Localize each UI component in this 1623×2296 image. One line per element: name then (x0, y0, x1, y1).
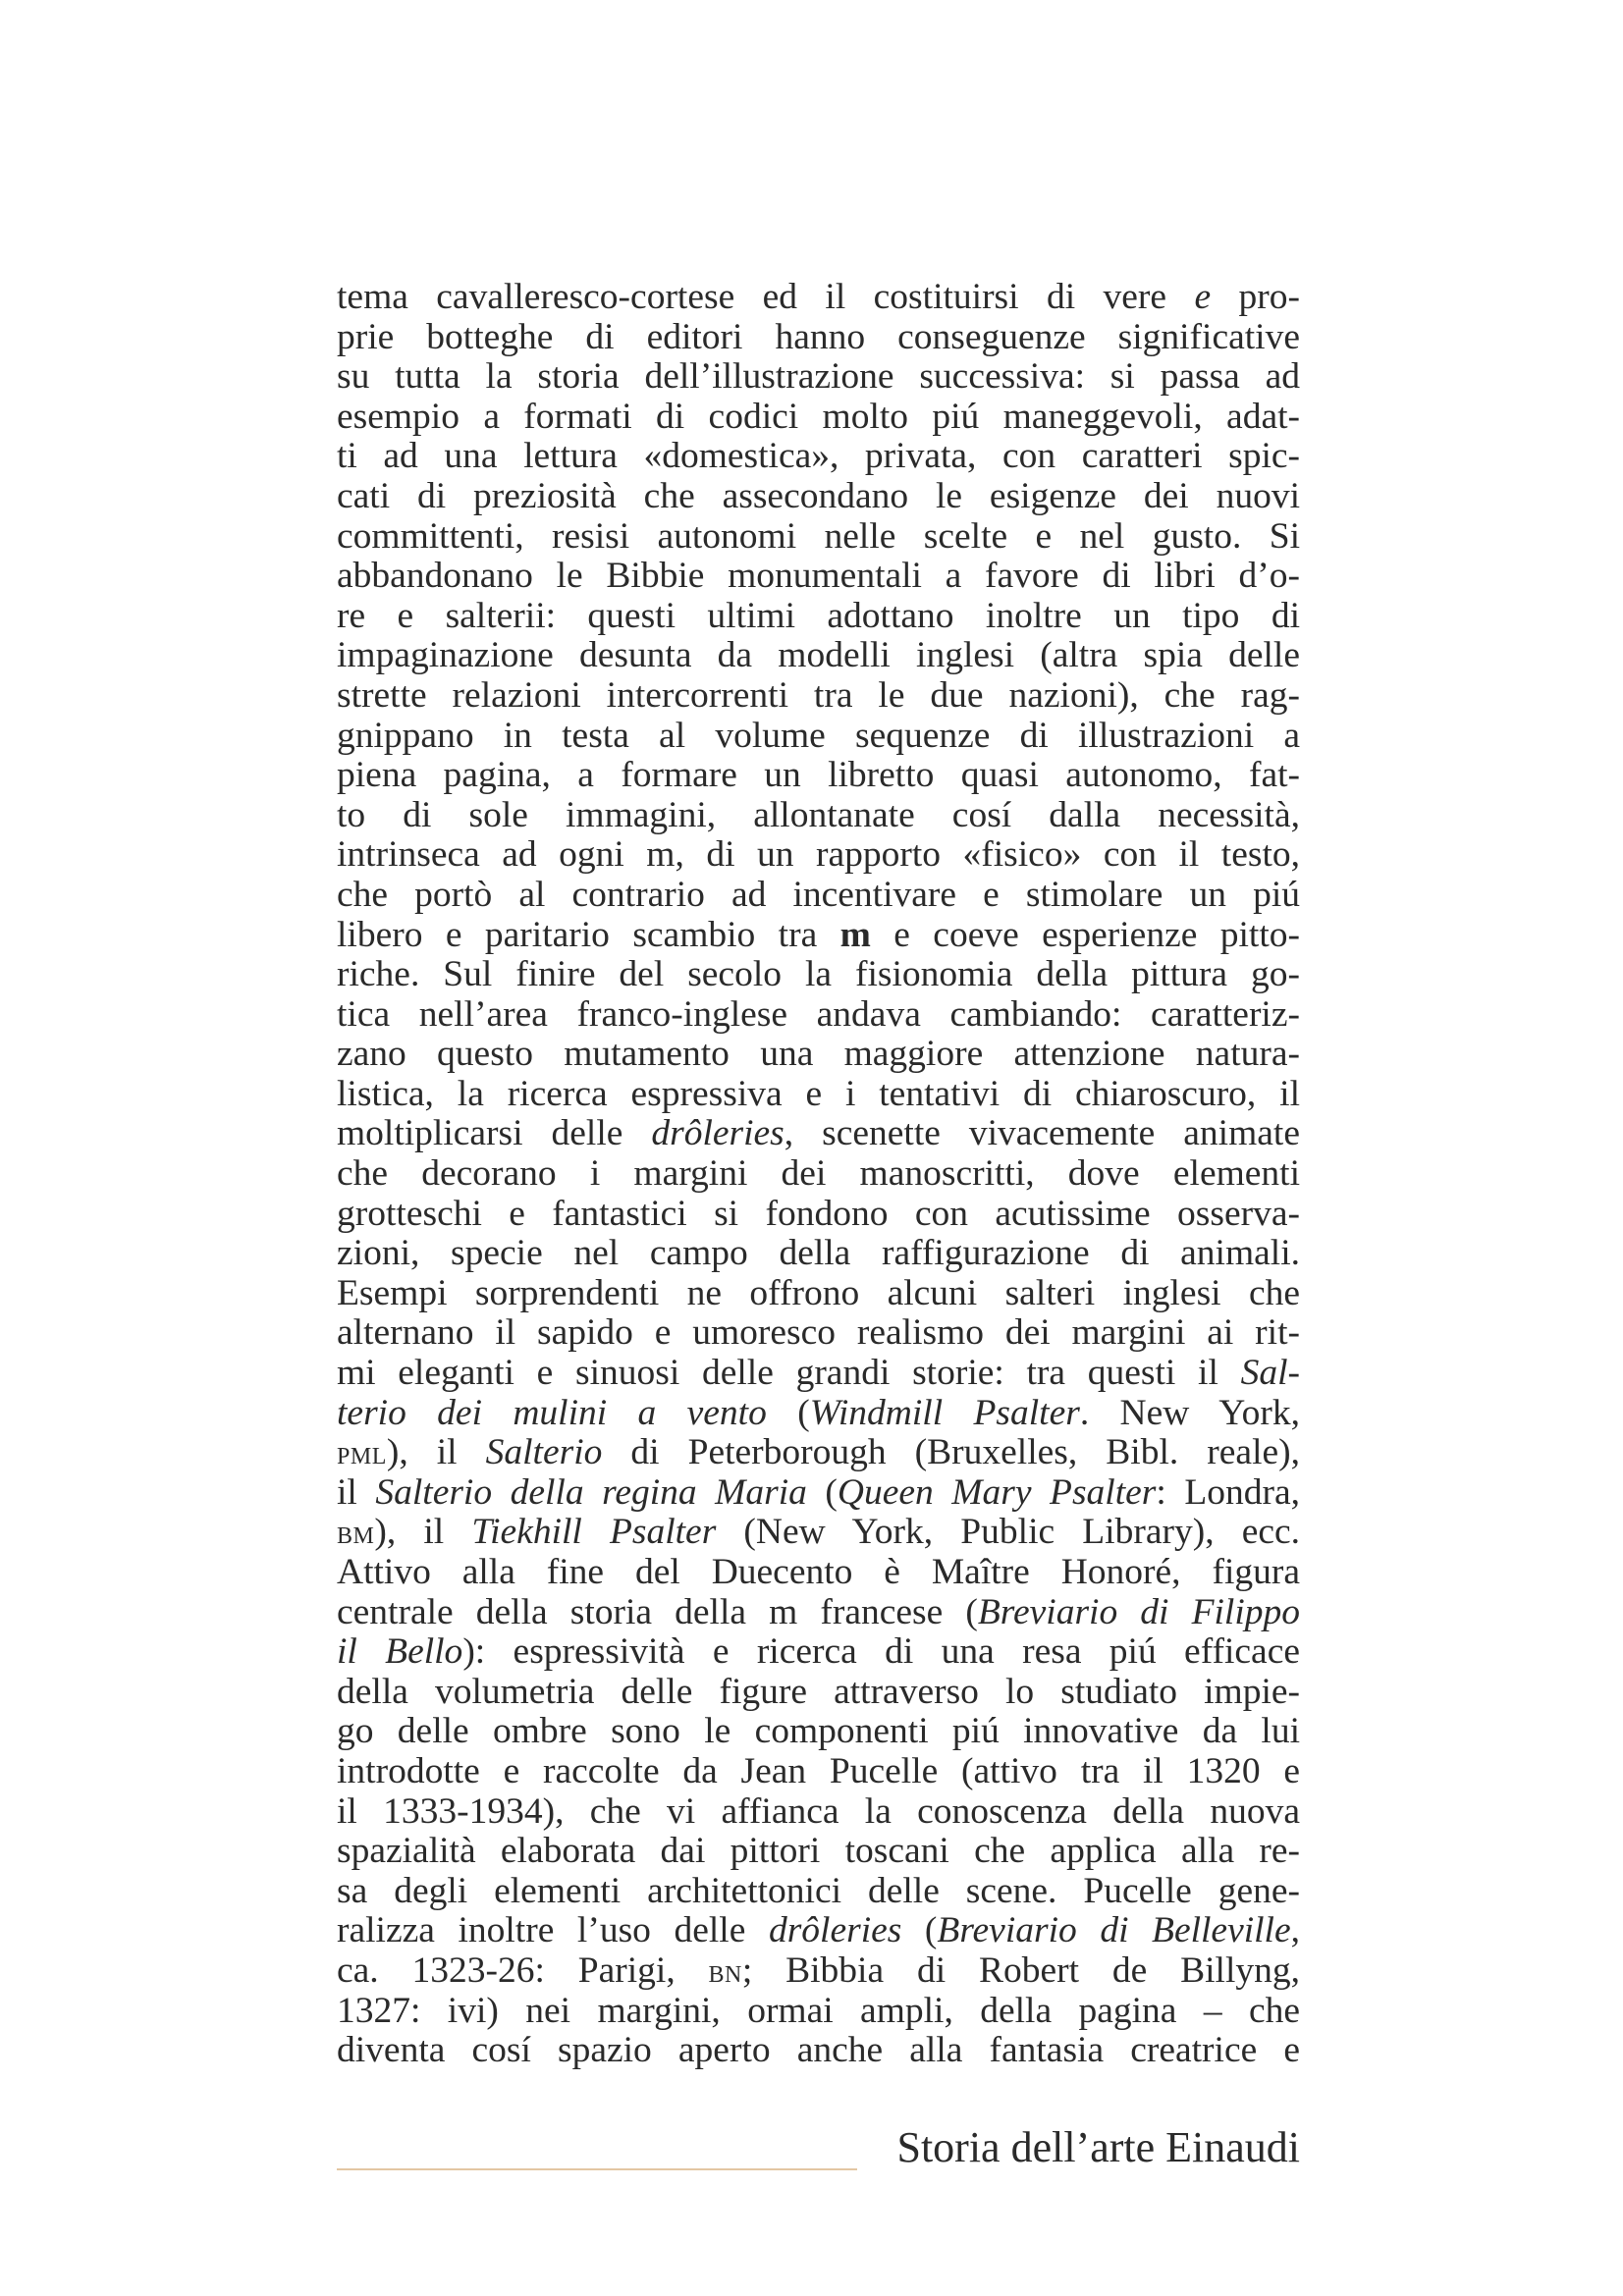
text-run: intrinseca ad ogni m, di un rapporto «fisico» con il testo, (337, 835, 1300, 876)
text-run: tica nell’area franco-inglese andava cambiando: caratteriz- (337, 994, 1300, 1035)
text-line (337, 1473, 1300, 1514)
text-run: ralizza inoltre l’uso delle (337, 1911, 769, 1951)
text-run: grotteschi e fantastici si fondono con acutissime osserva- (337, 1194, 1300, 1234)
text-line (337, 318, 1300, 358)
text-line (337, 477, 1300, 517)
text-run: tema cavalleresco-cortese ed il costituirsi di vere (337, 278, 1195, 317)
italic-text: Breviario di Belleville (937, 1911, 1291, 1951)
small-caps-text: bn (708, 1951, 742, 1990)
text-run: di Peterborough (Bruxelles, Bibl. reale), (602, 1433, 1300, 1473)
italic-text: drôleries (651, 1114, 784, 1154)
text-run: il (337, 1472, 376, 1513)
text-run: diventa cosí spazio aperto anche alla fantasia creatrice e (337, 2031, 1300, 2071)
text-line (337, 955, 1300, 995)
text-run: 1327: ivi) nei margini, ormai ampli, della pagina – che (337, 1991, 1300, 2031)
text-line (337, 517, 1300, 558)
text-run: , scenette vivacemente animate (784, 1114, 1300, 1154)
italic-text: Queen Mary Psalter (837, 1472, 1157, 1513)
text-run: riche. Sul finire del secolo la fisionomia della pittura go- (337, 955, 1300, 995)
text-run: listica, la ricerca espressiva e i tentativi di chiaroscuro, il (337, 1074, 1300, 1114)
text-line (337, 1313, 1300, 1354)
text-line (337, 1752, 1300, 1792)
text-run: abbandonano le Bibbie monumentali a favore di libri d’o- (337, 557, 1300, 597)
text-run: spazialità elaborata dai pittori toscani che applica alla re- (337, 1832, 1300, 1872)
text-run: ): espressività e ricerca di una resa piú efficace (462, 1632, 1300, 1673)
text-line (337, 357, 1300, 398)
text-run: che portò al contrario ad incentivare e stimolare un piú (337, 875, 1300, 915)
text-run: il 1333-1934), che vi affianca la conoscenza della nuova (337, 1791, 1300, 1832)
italic-text: Windmill Psalter (809, 1393, 1080, 1433)
footer-rule (337, 2168, 857, 2170)
text-line (337, 557, 1300, 597)
small-caps-text: bm (337, 1514, 375, 1552)
text-run: mi eleganti e sinuosi delle grandi storie: tra questi il (337, 1354, 1241, 1394)
text-line (337, 1354, 1300, 1394)
text-run: go delle ombre sono le componenti piú innovative da lui (337, 1712, 1300, 1752)
text-line (337, 1075, 1300, 1115)
text-run: ; Bibbia di Robert de Billyng, (741, 1950, 1300, 1991)
page-footer (337, 2120, 1300, 2175)
text-line (337, 717, 1300, 757)
text-run: moltiplicarsi delle (337, 1114, 652, 1154)
italic-text: Salterio della regina Maria (375, 1472, 807, 1513)
text-run: Attivo alla fine del Duecento è Maître Honoré, figura (337, 1553, 1300, 1592)
text-run: alternano il sapido e umoresco realismo dei margini ai rit- (337, 1313, 1300, 1354)
body-text (337, 278, 1300, 2071)
text-run: piena pagina, a formare un libretto quasi autonomo, fat- (337, 756, 1300, 796)
text-line (337, 398, 1300, 438)
text-line (337, 1951, 1300, 1992)
text-run: libero e paritario scambio tra (337, 915, 840, 955)
text-line (337, 1872, 1300, 1912)
text-run: zano questo mutamento una maggiore attenzione natura- (337, 1035, 1300, 1075)
text-run: ( (901, 1911, 938, 1951)
text-run: ( (806, 1472, 838, 1513)
text-run: committenti, resisi autonomi nelle scelte e nel gusto. Si (337, 516, 1300, 557)
text-line (337, 597, 1300, 637)
text-line (337, 1673, 1300, 1713)
small-caps-text: pml (337, 1434, 387, 1472)
text-line (337, 1553, 1300, 1593)
text-run: introdotte e raccolte da Jean Pucelle (attivo tra il 1320 e (337, 1751, 1300, 1791)
text-line (337, 1154, 1300, 1195)
text-run: su tutta la storia dell’illustrazione successiva: si passa ad (337, 357, 1300, 398)
text-line (337, 278, 1300, 318)
text-line (337, 1274, 1300, 1314)
text-line (337, 1394, 1300, 1434)
text-line (337, 1792, 1300, 1833)
italic-text: Breviario di Filippo (977, 1592, 1300, 1632)
text-line (337, 1593, 1300, 1633)
text-run: e coeve esperienze pitto- (870, 915, 1300, 955)
text-line (337, 1114, 1300, 1154)
text-run: ( (766, 1393, 810, 1433)
text-line (337, 1234, 1300, 1274)
text-run: re e salterii: questi ultimi adottano inoltre un tipo di (337, 596, 1300, 636)
text-line (337, 1911, 1300, 1951)
text-run: . New York, (1079, 1393, 1300, 1433)
text-line (337, 1632, 1300, 1673)
text-run: (New York, Public Library), ecc. (716, 1513, 1300, 1553)
text-run: strette relazioni intercorrenti tra le due nazioni), che rag- (337, 675, 1300, 716)
italic-text: Sal- (1240, 1354, 1300, 1394)
text-run: della volumetria delle figure attraverso lo studiato impie- (337, 1672, 1300, 1712)
italic-text: Salterio (485, 1433, 603, 1473)
text-line (337, 1195, 1300, 1235)
text-line (337, 1513, 1300, 1553)
text-run: ca. 1323-26: Parigi, (337, 1950, 709, 1991)
text-run: to di sole immagini, allontanate cosí dalla necessità, (337, 795, 1300, 835)
text-run: impaginazione desunta da modelli inglesi (altra spia delle (337, 636, 1300, 676)
text-line (337, 995, 1300, 1036)
italic-text: il Bello (337, 1632, 463, 1673)
text-line (337, 1992, 1300, 2032)
text-run: ), il (374, 1513, 472, 1553)
text-line (337, 835, 1300, 876)
text-run: pro- (1211, 278, 1300, 317)
text-run: esempio a formati di codici molto piú maneggevoli, adat- (337, 397, 1300, 437)
text-run: zioni, specie nel campo della raffigurazione di animali. (337, 1234, 1300, 1274)
footer-title: Storia dell’arte Einaudi (896, 2123, 1300, 2171)
italic-text: e (1194, 278, 1212, 317)
text-line (337, 636, 1300, 676)
text-line (337, 916, 1300, 956)
text-run: centrale della storia della m francese ( (337, 1592, 978, 1632)
italic-text: drôleries (768, 1911, 902, 1951)
text-line (337, 756, 1300, 796)
text-run: sa degli elementi architettonici delle scene. Pucelle gene- (337, 1871, 1300, 1911)
italic-text: Tiekhill Psalter (471, 1513, 717, 1553)
text-run: prie botteghe di editori hanno conseguenze significative (337, 317, 1300, 357)
text-line (337, 676, 1300, 717)
text-run: ti ad una lettura «domestica», privata, con caratteri spic- (337, 437, 1300, 477)
text-run: gnippano in testa al volume sequenze di illustrazioni a (337, 716, 1300, 756)
italic-text: terio dei mulini a vento (337, 1393, 767, 1433)
text-run: cati di preziosità che assecondano le esigenze dei nuovi (337, 476, 1300, 516)
text-line (337, 1433, 1300, 1473)
text-run: : Londra, (1156, 1472, 1300, 1513)
text-line (337, 1712, 1300, 1752)
text-run: Esempi sorprendenti ne offrono alcuni salteri inglesi che (337, 1273, 1300, 1313)
text-run: che decorano i margini dei manoscritti, dove elementi (337, 1154, 1300, 1195)
text-line (337, 1832, 1300, 1872)
text-line (337, 796, 1300, 836)
text-line (337, 437, 1300, 477)
text-line (337, 876, 1300, 916)
text-line (337, 2031, 1300, 2071)
text-run: ), il (386, 1433, 486, 1473)
text-line (337, 1035, 1300, 1075)
bold-text: m (839, 915, 871, 955)
text-run: , (1290, 1911, 1300, 1951)
